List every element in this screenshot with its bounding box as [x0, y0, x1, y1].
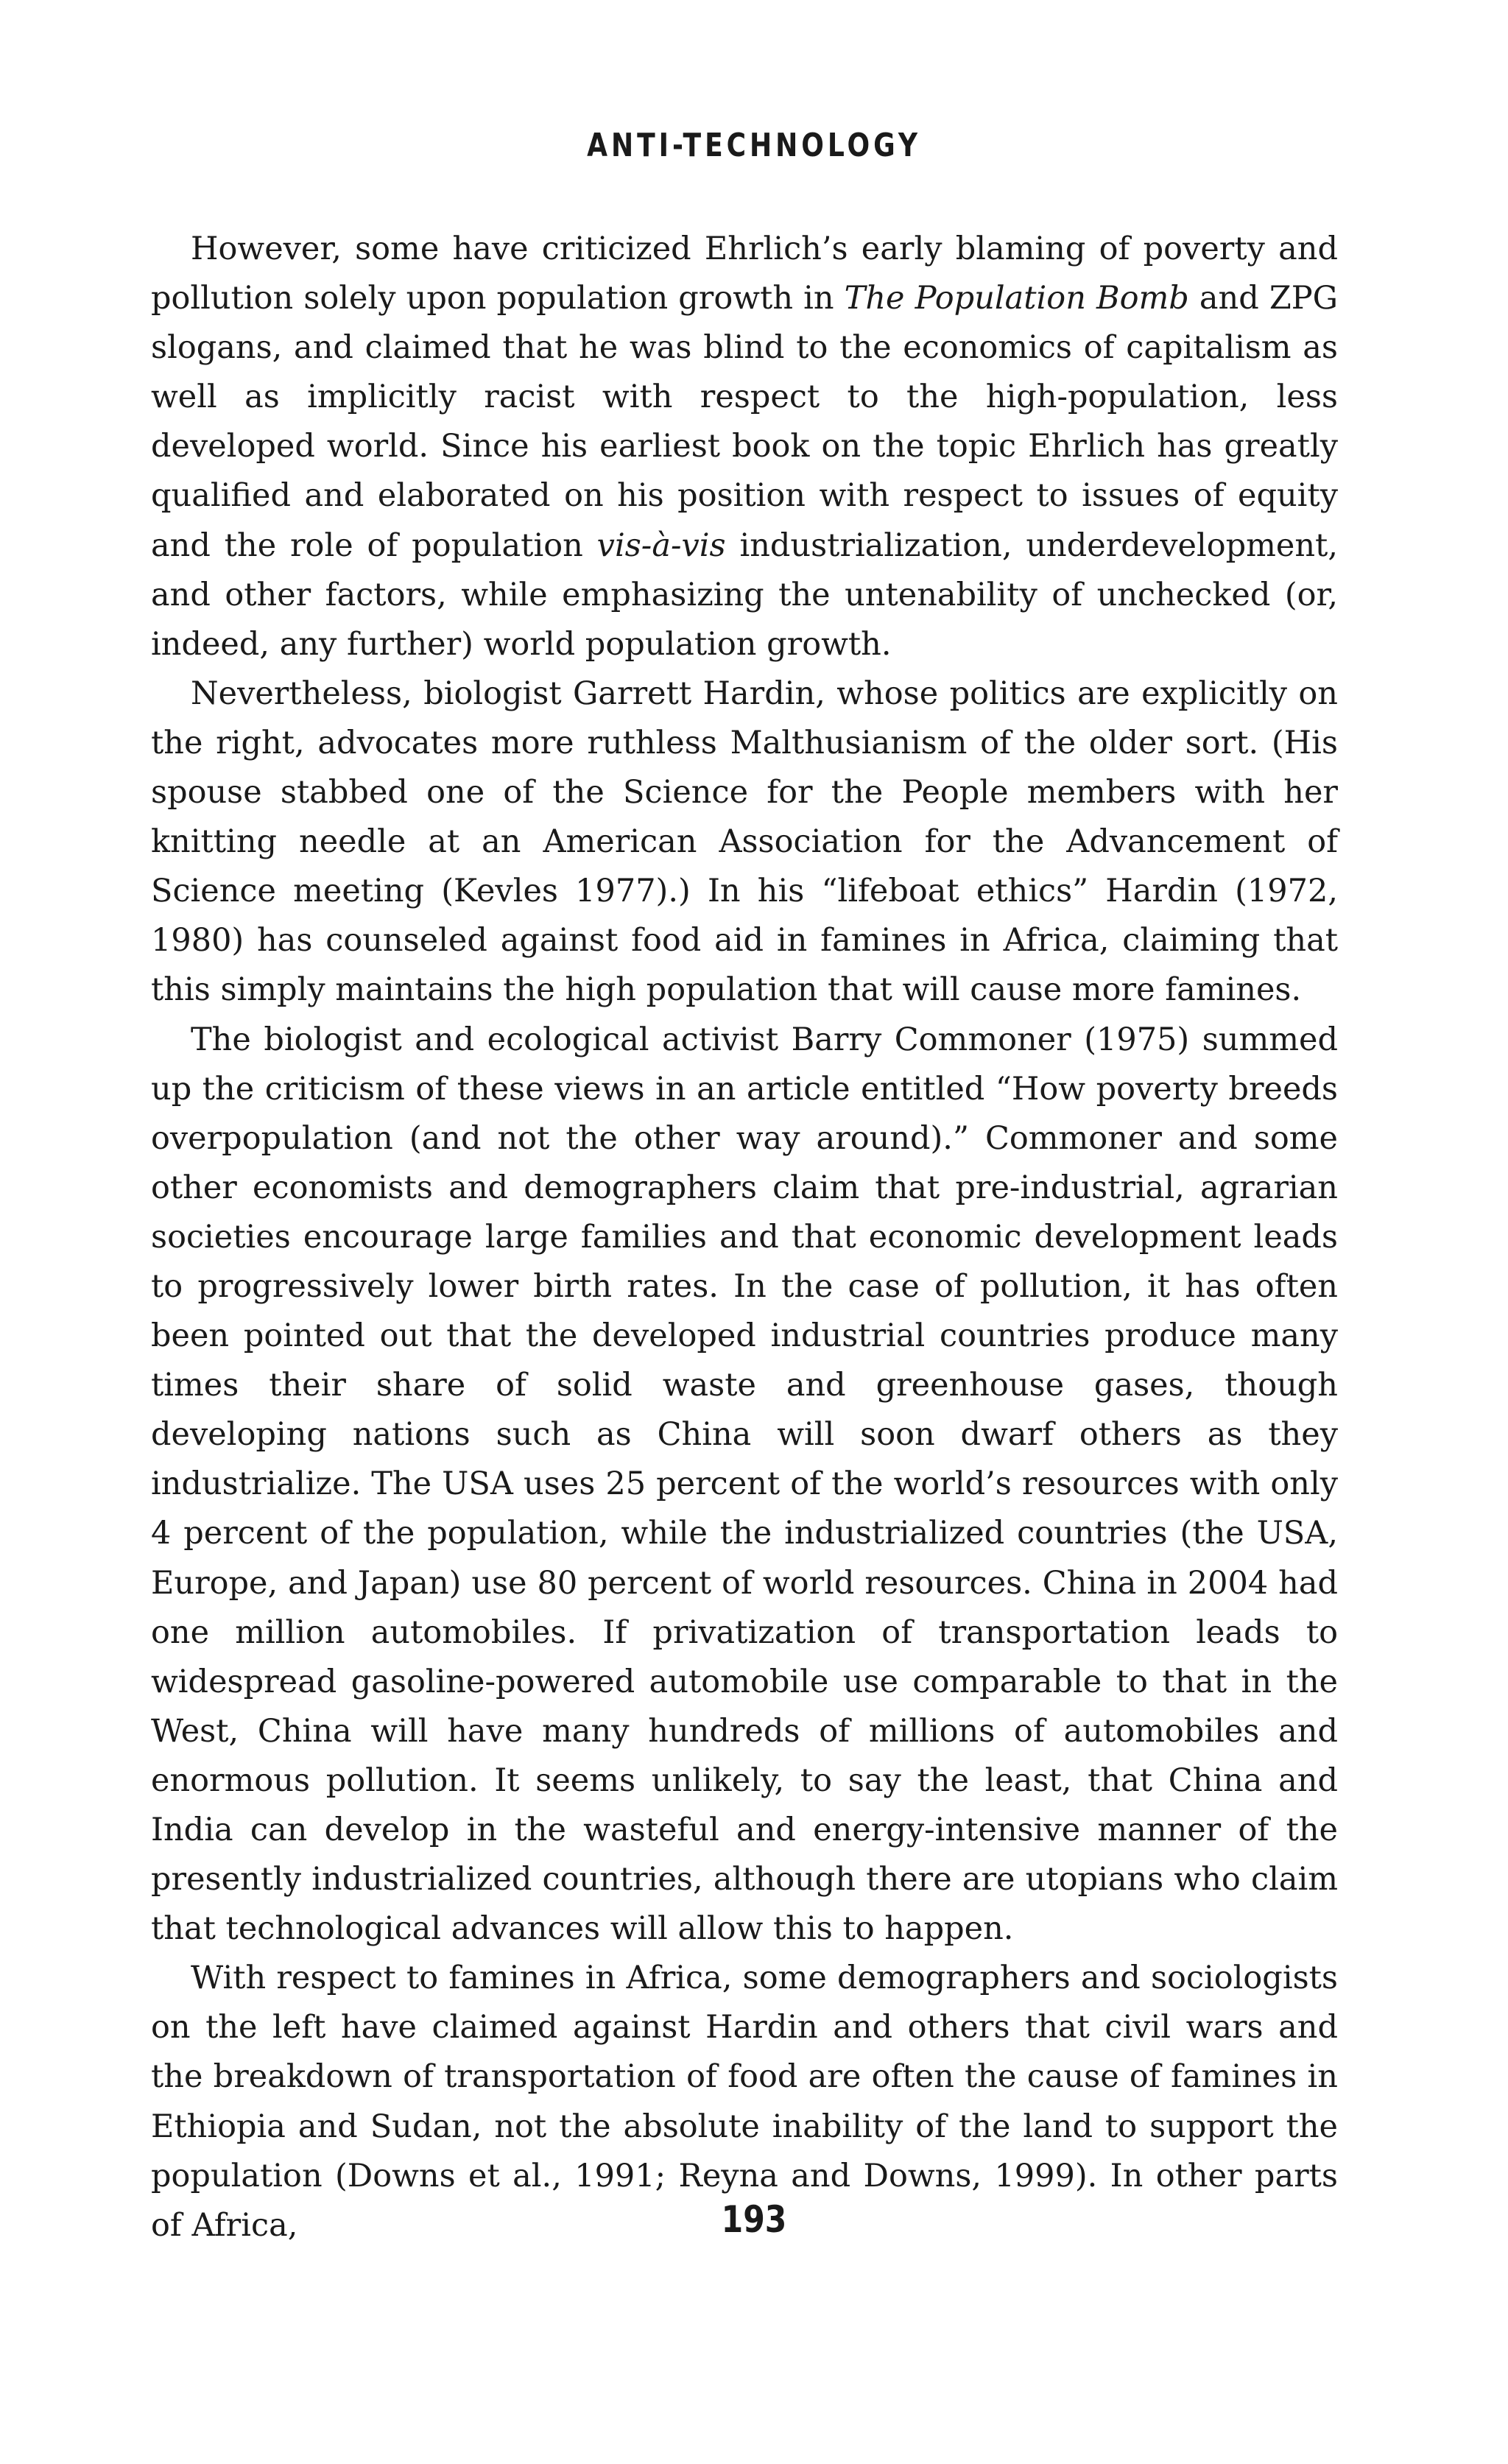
italic-phrase: vis-à-vis: [596, 527, 726, 564]
paragraph: The biologist and ecological activist Barry Commoner (1975) summed up the criticism of these views in an article entitled “How poverty breeds overpopulation (and not the other way around).” Commoner and some other economists and demographers claim that pre-industrial, agrarian societies encourage large families and that economic development leads to progressively lower birth rates. In the case of pollution, it has often been pointed out that the developed industrial countries produce many times their share of solid waste and greenhouse gases, though developing nations such as China will soon dwarf others as they industrialize. The USA uses 25 percent of the world’s resources with only 4 percent of the population, while the industrialized countries (the USA, Europe, and Japan) use 80 percent of world resources. China in 2004 had one million automobiles. If privatization of transportation leads to widespread gasoline-powered automobile use comparable to that in the West, China will have many hundreds of millions of automobiles and enormous pollution. It seems unlikely, to say the least, that China and India can develop in the wasteful and energy-intensive manner of the presently industrialized countries, although there are utopians who claim that technological advances will allow this to happen.: [151, 1021, 1338, 1948]
body-text: [151, 225, 1338, 2250]
book-title: The Population Bomb: [844, 280, 1189, 317]
paragraph: [151, 225, 1338, 669]
running-head: ANTI-TECHNOLOGY: [587, 127, 921, 164]
paragraph-text: However, some have criticized Ehrlich’s early blaming of poverty and pollution solely upon population growth in: [151, 230, 1338, 317]
paragraph-text: and ZPG slogans, and claimed that he was blind to the economics of capitalism as well as implicitly racist with respect to the high-population, less developed world. Since his earliest book on the topic Ehrlich has greatly qualified and elaborated on his position with respect to issues of equity and the role of population: [151, 280, 1339, 564]
page-number: 193: [721, 2198, 787, 2241]
paragraph: With respect to famines in Africa, some demographers and sociologists on the left have claimed against Hardin and others that civil wars and the breakdown of transportation of food are often the cause of famines in Ethiopia and Sudan, not the absolute inability of the land to support the population (Downs et al., 1991; Reyna and Downs, 1999). In other parts of Africa,: [151, 1960, 1338, 2244]
paragraph-text: industrialization, underdevelopment, and other factors, while emphasizing the untenability of unchecked (or, indeed, any further) world population growth.: [151, 527, 1339, 663]
paragraph: Nevertheless, biologist Garrett Hardin, whose politics are explicitly on the right, advocates more ruthless Malthusianism of the older sort. (His spouse stabbed one of the Science for the People members with her knitting needle at an American Association for the Advancement of Science meeting (Kevles 1977).) In his “lifeboat ethics” Hardin (1972, 1980) has counseled against food aid in famines in Africa, claiming that this simply maintains the high population that will cause more famines.: [151, 675, 1338, 1009]
